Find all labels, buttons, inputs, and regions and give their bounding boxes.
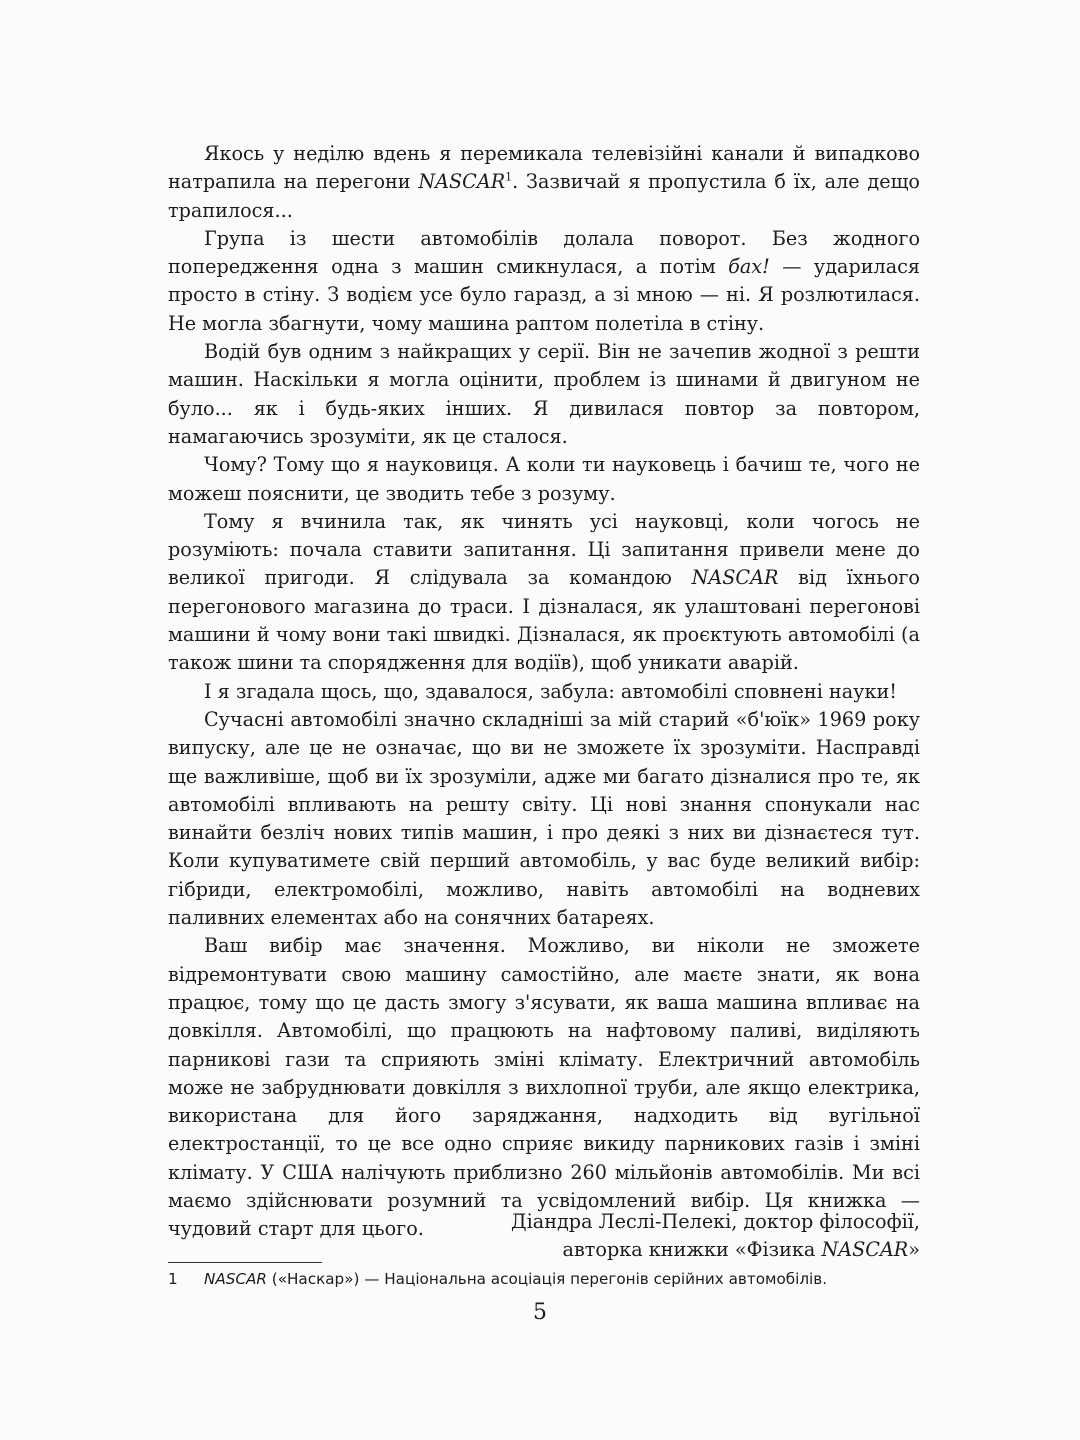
signature-text: авторка книжки «Фізика — [562, 1238, 822, 1262]
nascar-italic: NASCAR — [691, 566, 779, 590]
nascar-italic: NASCAR — [821, 1238, 909, 1262]
paragraph-4: Чому? Тому що я науковиця. А коли ти науковець і бачиш те, чого не можеш пояснити, це зводить тебе з розуму. — [168, 453, 920, 505]
paragraph-text: Якось у неділю вдень я перемикала телевізійні канали й випадково натрапила на перегони — [168, 142, 920, 194]
paragraph-text: Група із шести автомобілів долала поворот. Без жодного попередження одна з машин смикнулася, а потім — [168, 226, 920, 279]
author-signature — [320, 1208, 920, 1265]
paragraph-text: від їхнього перегонового магазина до траси. І дізналася, як улаштовані перегонові машини й чому вони такі швидкі. Дізналася, як проєктують автомобілі (а також шини та спорядження для водіїв), щоб уникати аварій. — [168, 566, 920, 675]
nascar-italic: NASCAR — [418, 170, 506, 194]
footnote-number: 1 — [168, 1270, 178, 1288]
paragraph-text: . Зазвичай я пропустила б їх, але дещо трапилося... — [168, 170, 920, 222]
footnote-reference: 1 — [505, 170, 513, 184]
paragraph-1 — [168, 140, 920, 225]
signature-line-2 — [320, 1236, 920, 1264]
paragraph-text: — ударилася просто в стіну. З водієм усе було гаразд, а зі мною — ні. Я розлютилася. Не могла збагнути, чому машина раптом полетіла в стіну. — [168, 255, 920, 335]
paragraph-7: Сучасні автомобілі значно складніші за мій старий «б'юїк» 1969 року випуску, але це не означає, що ви не зможете їх зрозуміти. Насправді ще важливіше, щоб ви їх зрозуміли, адже ми багато дізналися про те, як автомобілі впливають на решту світу. Ці нові знання спонукали нас винайти безліч нових типів машин, і про деякі з них ви дізнаєтеся тут. Коли купуватимете свій перший автомобіль, у вас буде великий вибір: гібриди, електромобілі, можливо, навіть автомобілі на водневих паливних елементах або на сонячних батареях. — [168, 707, 920, 930]
signature-text: » — [908, 1238, 920, 1262]
paragraph-8: Ваш вибір має значення. Можливо, ви ніколи не зможете відремонтувати свою машину самостійно, але маєте знати, як вона працює, тому що це дасть змогу з'ясувати, як ваша машина впливає на довкілля. Автомобілі, що працюють на нафтовому паливі, виділяють парникові гази та сприяють зміні клімату. Електричний автомобіль може не забруднювати довкілля з вихлопної труби, але якщо електрика, використана для його заряджання, надходить від вугільної електростанції, то це все одно сприяє викиду парникових газів і зміні клімату. У США налічують приблизно 260 мільйонів автомобілів. Ми всі маємо здійснювати розумний та усвідомлений вибір. Ця книжка — чудовий старт для цього. — [168, 934, 920, 1241]
paragraph-3: Водій був одним з найкращих у серії. Він не зачепив жодної з решти машин. Наскільки я могла оцінити, проблем із шинами й двигуном не було... як і будь-яких інших. Я дивилася повтор за повтором, намагаючись зрозуміти, як це сталося. — [168, 340, 920, 448]
footnote-text: («Наскар») — Національна асоціація перегонів серійних автомобілів. — [266, 1270, 828, 1288]
body-text — [168, 140, 920, 1244]
footnote — [168, 1268, 928, 1290]
paragraph-text: Тому я вчинила так, як чинять усі науковці, коли чогось не розуміють: почала ставити запитання. Ці запитання привели мене до великої пригоди. Я слідувала за командою — [168, 509, 920, 590]
footnote-divider — [168, 1262, 322, 1263]
paragraph-5 — [168, 508, 920, 678]
page-number: 5 — [533, 1300, 547, 1325]
signature-line-1: Діандра Леслі-Пелекі, доктор філософії, — [511, 1210, 920, 1233]
nascar-italic: NASCAR — [204, 1270, 267, 1288]
bang-italic: бах! — [728, 255, 770, 279]
paragraph-6: І я згадала щось, що, здавалося, забула: автомобілі сповнені науки! — [204, 679, 897, 703]
paragraph-2 — [168, 225, 920, 338]
